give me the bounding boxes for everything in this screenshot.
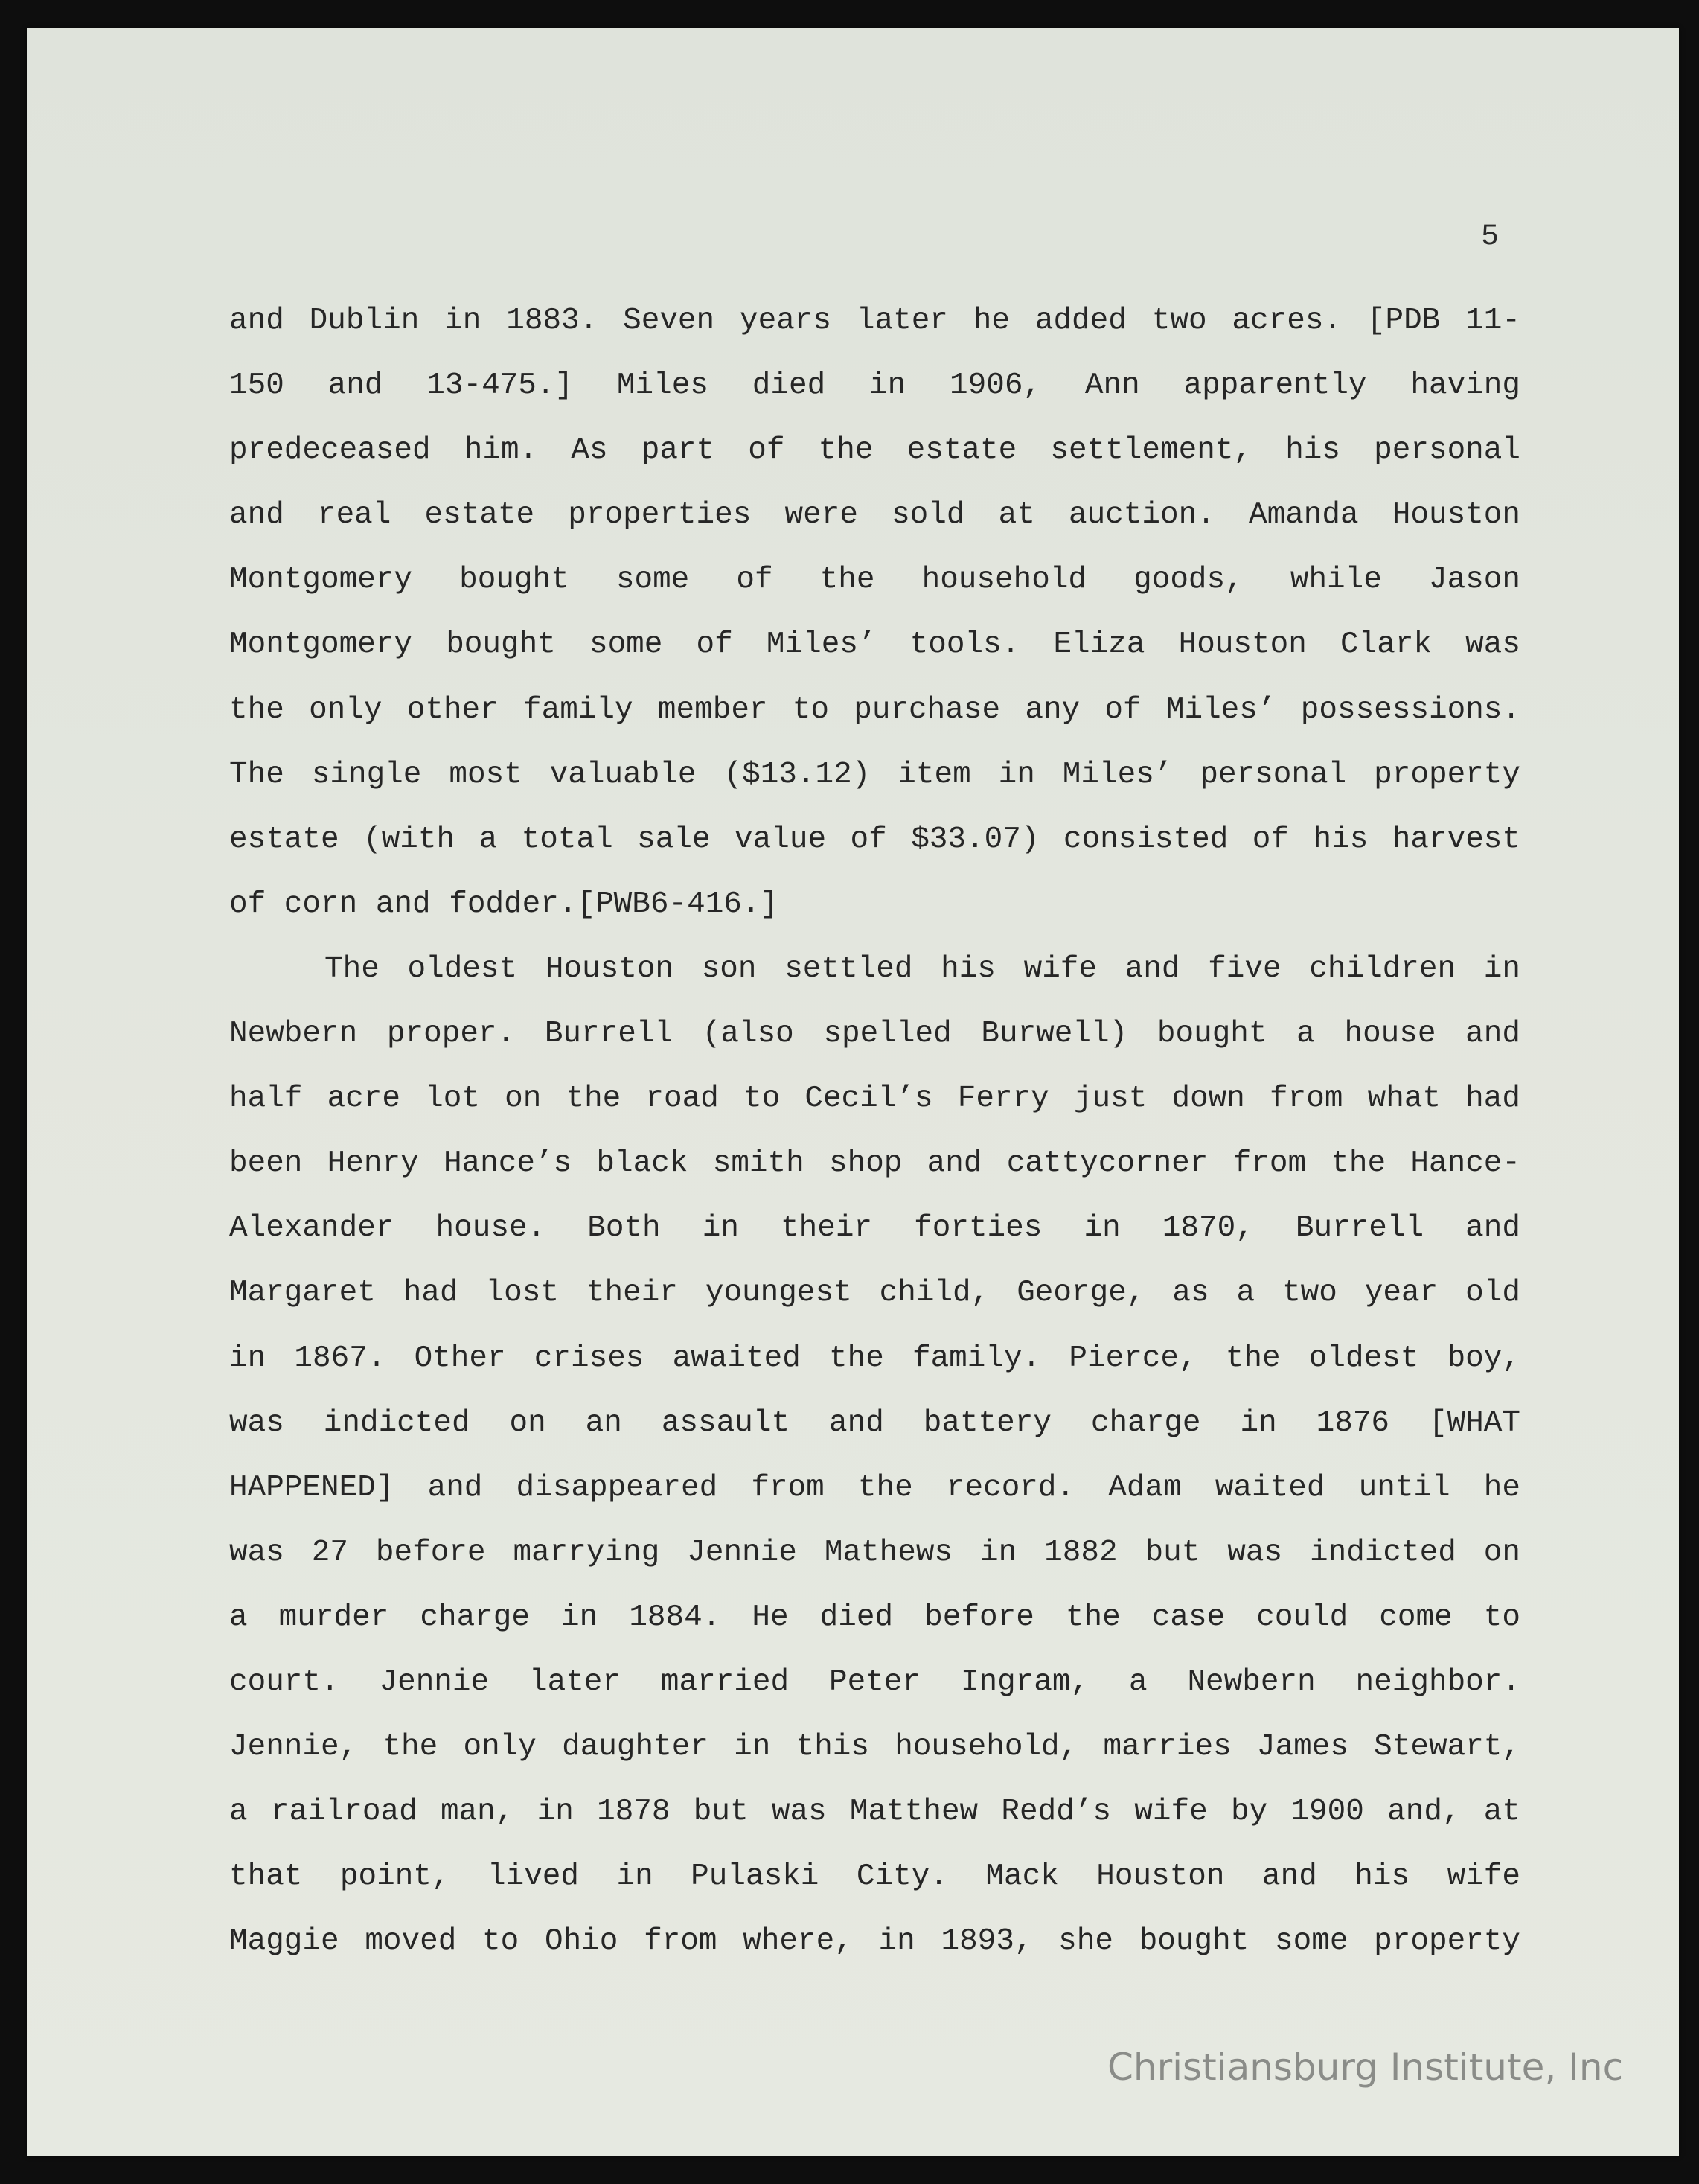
text-line: the only other family member to purchase any of Miles’ possessions. — [229, 692, 1520, 727]
text-line: was indicted on an assault and battery charge in 1876 [WHAT — [229, 1405, 1520, 1440]
text-line: Margaret had lost their youngest child, George, as a two year old — [229, 1276, 1520, 1311]
text-line: estate (with a total sale value of $33.07) consisted of his harvest — [229, 822, 1520, 857]
text-line: 150 and 13-475.] Miles died in 1906, Ann apparently having — [229, 368, 1520, 403]
text-line: Newbern proper. Burrell (also spelled Burwell) bought a house and — [229, 1017, 1520, 1052]
watermark: Christiansburg Institute, Inc — [1107, 2046, 1624, 2089]
text-line: Alexander house. Both in their forties in 1870, Burrell and — [229, 1211, 1520, 1246]
text-line: predeceased him. As part of the estate settlement, his personal — [229, 433, 1520, 468]
text-line: a murder charge in 1884. He died before the case could come to — [229, 1600, 1520, 1635]
text-line: was 27 before marrying Jennie Mathews in 1882 but was indicted on — [229, 1535, 1520, 1570]
text-line: that point, lived in Pulaski City. Mack Houston and his wife — [229, 1859, 1520, 1894]
text-line: HAPPENED] and disappeared from the record. Adam waited until he — [229, 1470, 1520, 1505]
page-number: 5 — [1481, 220, 1500, 254]
text-line: The single most valuable ($13.12) item in Miles’ personal property — [229, 757, 1520, 792]
text-line: Jennie, the only daughter in this household, marries James Stewart, — [229, 1730, 1520, 1765]
text-line: Montgomery bought some of the household goods, while Jason — [229, 563, 1520, 598]
text-line: in 1867. Other crises awaited the family. Pierce, the oldest boy, — [229, 1341, 1520, 1376]
text-line: Montgomery bought some of Miles’ tools. Eliza Houston Clark was — [229, 628, 1520, 662]
text-line: of corn and fodder.[PWB6-416.] — [229, 887, 779, 922]
text-line: Maggie moved to Ohio from where, in 1893, she bought some property — [229, 1924, 1520, 1959]
body-text — [229, 289, 1520, 1974]
text-line: and real estate properties were sold at auction. Amanda Houston — [229, 498, 1520, 533]
text-line: court. Jennie later married Peter Ingram, a Newbern neighbor. — [229, 1664, 1520, 1699]
text-line: half acre lot on the road to Cecil’s Ferry just down from what had — [229, 1082, 1520, 1117]
text-line: a railroad man, in 1878 but was Matthew Redd’s wife by 1900 and, at — [229, 1795, 1520, 1830]
document-page — [27, 28, 1679, 2156]
text-line: The oldest Houston son settled his wife and five children in — [324, 951, 1520, 986]
text-line: been Henry Hance’s black smith shop and cattycorner from the Hance- — [229, 1146, 1520, 1181]
text-line: and Dublin in 1883. Seven years later he added two acres. [PDB 11- — [229, 304, 1520, 338]
